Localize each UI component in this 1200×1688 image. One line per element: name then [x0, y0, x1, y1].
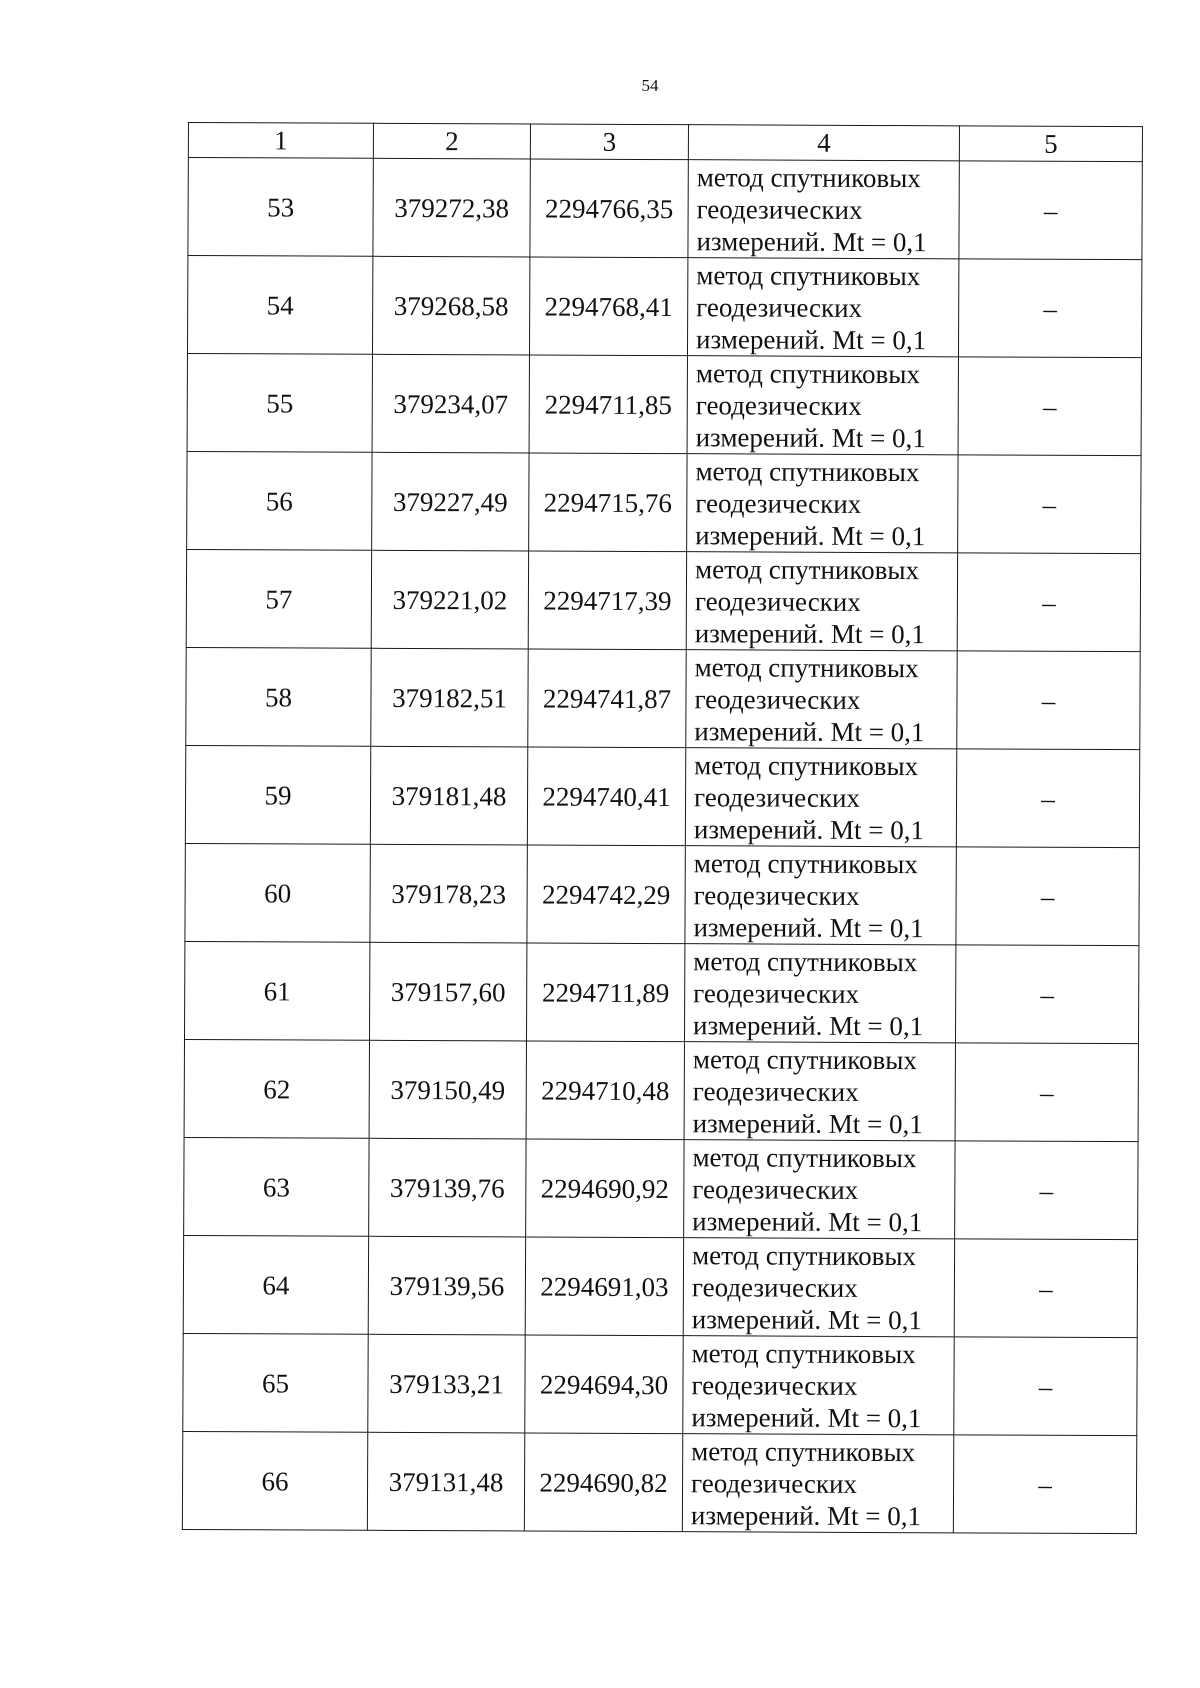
table-row — [187, 451, 1141, 553]
note-cell: – — [954, 1337, 1137, 1436]
method-text-line: метод спутниковых — [691, 1435, 916, 1467]
method-cell — [684, 1042, 955, 1141]
method-text-line: метод спутниковых — [694, 749, 919, 781]
column-header-4: 4 — [688, 125, 959, 161]
method-cell — [687, 356, 958, 455]
method-text-line: измерений. Mt = 0,1 — [692, 1205, 923, 1237]
y-coordinate-cell: 2294690,92 — [526, 1139, 684, 1238]
table-row — [183, 1235, 1137, 1337]
method-text-line: метод спутниковых — [691, 1337, 916, 1369]
y-coordinate-cell: 2294690,82 — [524, 1433, 682, 1532]
method-text-line: геодезических — [691, 1369, 858, 1401]
page-number: 54 — [641, 76, 659, 95]
table-row — [182, 1431, 1136, 1533]
x-coordinate-cell: 379131,48 — [367, 1432, 524, 1531]
method-text-line: измерений. Mt = 0,1 — [693, 1009, 924, 1041]
x-coordinate-cell: 379150,49 — [369, 1040, 526, 1139]
y-coordinate-cell: 2294768,41 — [529, 257, 687, 356]
method-text-line: геодезических — [691, 1467, 858, 1499]
method-cell — [682, 1434, 953, 1533]
table-header-row — [188, 123, 1142, 162]
method-cell — [687, 258, 958, 357]
x-coordinate-cell: 379227,49 — [372, 452, 529, 551]
method-text-line: измерений. Mt = 0,1 — [696, 225, 927, 257]
x-coordinate-cell: 379139,76 — [369, 1138, 526, 1237]
method-text-line: измерений. Mt = 0,1 — [695, 519, 926, 551]
x-coordinate-cell: 379234,07 — [372, 354, 529, 453]
method-text-line: геодезических — [693, 879, 860, 911]
method-text-line: метод спутниковых — [696, 161, 921, 193]
x-coordinate-cell: 379182,51 — [371, 648, 528, 747]
y-coordinate-cell: 2294694,30 — [525, 1335, 683, 1434]
method-text-line: метод спутниковых — [696, 259, 921, 291]
note-cell: – — [958, 259, 1141, 358]
method-cell — [684, 1140, 955, 1239]
point-number-cell: 63 — [184, 1137, 369, 1236]
column-header-2: 2 — [373, 123, 530, 159]
method-text-line: измерений. Mt = 0,1 — [693, 911, 924, 943]
method-text-line: геодезических — [695, 487, 862, 519]
point-number-cell: 54 — [187, 256, 372, 355]
point-number-cell: 58 — [186, 647, 371, 746]
note-cell: – — [957, 651, 1140, 750]
note-cell: – — [955, 1141, 1138, 1240]
method-text-line: геодезических — [692, 1173, 859, 1205]
method-text-line: измерений. Mt = 0,1 — [694, 617, 925, 649]
method-text-line: измерений. Mt = 0,1 — [692, 1107, 923, 1139]
note-cell: – — [953, 1435, 1136, 1534]
point-number-cell: 55 — [187, 353, 372, 452]
point-number-cell: 66 — [182, 1431, 367, 1530]
table-body — [182, 158, 1142, 1534]
x-coordinate-cell: 379139,56 — [368, 1236, 525, 1335]
point-number-cell: 61 — [184, 941, 369, 1040]
method-text-line: метод спутниковых — [692, 1043, 917, 1075]
method-text-line: геодезических — [694, 585, 861, 617]
method-cell — [683, 1336, 954, 1435]
x-coordinate-cell: 379268,58 — [372, 256, 529, 355]
x-coordinate-cell: 379133,21 — [368, 1334, 525, 1433]
table-row — [188, 158, 1142, 260]
table-row — [184, 1137, 1138, 1239]
table-row — [186, 647, 1140, 749]
method-cell — [687, 454, 958, 553]
coordinates-table — [182, 122, 1143, 1534]
table-row — [183, 1333, 1137, 1435]
method-text-line: геодезических — [692, 1075, 859, 1107]
y-coordinate-cell: 2294740,41 — [527, 747, 685, 846]
method-text-line: геодезических — [695, 389, 862, 421]
method-text-line: измерений. Mt = 0,1 — [693, 813, 925, 845]
table-row — [187, 256, 1141, 358]
table-row — [185, 745, 1139, 847]
table-row — [184, 1039, 1138, 1141]
note-cell: – — [958, 455, 1141, 554]
method-text-line: измерений. Mt = 0,1 — [690, 1499, 922, 1531]
method-text-line: метод спутниковых — [694, 651, 919, 683]
x-coordinate-cell: 379157,60 — [369, 942, 526, 1041]
y-coordinate-cell: 2294691,03 — [525, 1237, 683, 1336]
note-cell: – — [955, 945, 1138, 1044]
x-coordinate-cell: 379272,38 — [373, 158, 530, 257]
column-header-3: 3 — [530, 124, 688, 160]
method-cell — [688, 160, 959, 259]
point-number-cell: 59 — [185, 745, 370, 844]
method-cell — [686, 552, 957, 651]
method-cell — [685, 846, 956, 945]
note-cell: – — [955, 1043, 1138, 1142]
method-text-line: геодезических — [696, 291, 863, 323]
method-text-line: метод спутниковых — [691, 1239, 917, 1271]
method-text-line: геодезических — [693, 977, 860, 1009]
x-coordinate-cell: 379221,02 — [371, 550, 528, 649]
method-text-line: геодезических — [696, 193, 863, 225]
method-text-line: геодезических — [691, 1271, 858, 1303]
method-cell — [686, 650, 957, 749]
table-row — [187, 353, 1141, 455]
note-cell: – — [956, 847, 1139, 946]
point-number-cell: 62 — [184, 1039, 369, 1138]
method-text-line: измерений. Mt = 0,1 — [695, 421, 926, 453]
y-coordinate-cell: 2294741,87 — [528, 649, 686, 748]
method-text-line: метод спутниковых — [695, 455, 920, 487]
method-text-line: метод спутниковых — [695, 357, 920, 389]
method-text-line: измерений. Mt = 0,1 — [691, 1303, 922, 1335]
note-cell: – — [956, 749, 1139, 848]
note-cell: – — [957, 553, 1140, 652]
note-cell: – — [958, 357, 1141, 456]
note-cell: – — [959, 161, 1142, 260]
table-row — [186, 549, 1140, 651]
x-coordinate-cell: 379178,23 — [370, 844, 527, 943]
method-text-line: измерений. Mt = 0,1 — [695, 323, 927, 355]
point-number-cell: 64 — [183, 1235, 368, 1334]
method-text-line: измерений. Mt = 0,1 — [694, 715, 925, 747]
method-cell — [685, 748, 956, 847]
y-coordinate-cell: 2294710,48 — [526, 1041, 684, 1140]
point-number-cell: 56 — [187, 451, 372, 550]
method-text-line: метод спутниковых — [693, 945, 918, 977]
method-cell — [684, 944, 955, 1043]
method-text-line: геодезических — [693, 781, 861, 813]
y-coordinate-cell: 2294715,76 — [529, 453, 687, 552]
column-header-5: 5 — [959, 126, 1142, 162]
method-cell — [683, 1238, 954, 1337]
point-number-cell: 53 — [188, 158, 373, 257]
x-coordinate-cell: 379181,48 — [370, 746, 527, 845]
method-text-line: измерений. Mt = 0,1 — [691, 1401, 922, 1433]
y-coordinate-cell: 2294742,29 — [527, 845, 685, 944]
point-number-cell: 65 — [183, 1333, 368, 1432]
point-number-cell: 57 — [186, 549, 371, 648]
y-coordinate-cell: 2294711,85 — [529, 355, 687, 454]
column-header-1: 1 — [188, 123, 373, 159]
table-row — [184, 941, 1138, 1043]
y-coordinate-cell: 2294717,39 — [528, 551, 686, 650]
table-row — [185, 843, 1139, 945]
y-coordinate-cell: 2294766,35 — [530, 159, 688, 258]
method-text-line: метод спутниковых — [692, 1141, 917, 1173]
point-number-cell: 60 — [185, 843, 370, 942]
note-cell: – — [954, 1239, 1137, 1338]
y-coordinate-cell: 2294711,89 — [526, 943, 684, 1042]
method-text-line: геодезических — [694, 683, 861, 715]
method-text-line: метод спутниковых — [694, 553, 920, 585]
method-text-line: метод спутниковых — [693, 847, 918, 879]
